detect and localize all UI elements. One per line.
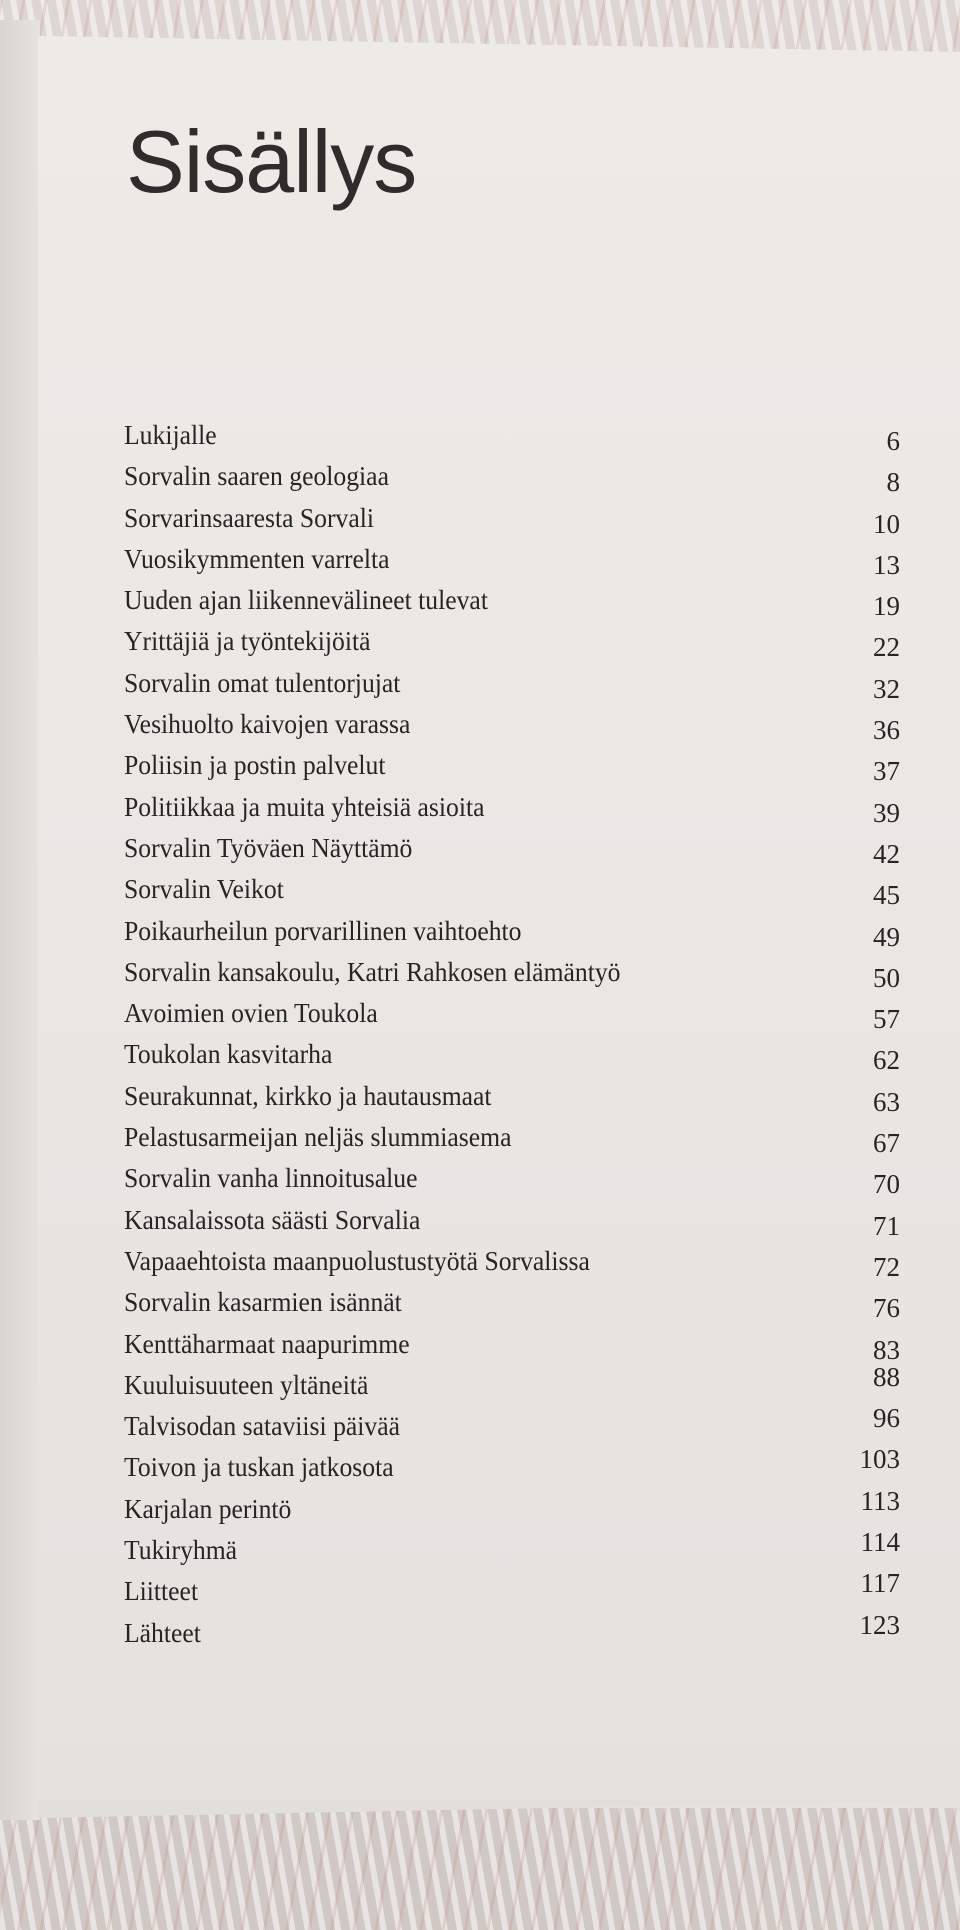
- toc-entry: [124, 1120, 900, 1161]
- toc-entry-page: 62: [873, 1045, 900, 1076]
- toc-entry: [124, 1609, 900, 1657]
- toc-entry: [124, 831, 900, 872]
- toc-entry: [124, 1079, 900, 1120]
- toc-entry: [124, 790, 900, 831]
- toc-entry-title: Karjalan perintö: [124, 1493, 292, 1524]
- toc-entry: [124, 914, 900, 955]
- toc-entry: [124, 1403, 900, 1450]
- toc-entry-title: Lähteet: [124, 1617, 201, 1648]
- toc-entry-page: 37: [873, 756, 900, 787]
- toc-entry: [124, 707, 900, 748]
- toc-entry: [124, 624, 900, 665]
- toc-entry: [124, 459, 900, 500]
- toc-entry-title: Sorvalin kansakoulu, Katri Rahkosen elämäntyö: [124, 956, 621, 987]
- toc-entry-title: Poliisin ja postin palvelut: [124, 750, 386, 781]
- toc-entry-page: 39: [873, 797, 900, 828]
- toc-entry-title: Poikaurheilun porvarillinen vaihtoehto: [124, 915, 522, 946]
- toc-entry-title: Sorvalin Veikot: [124, 874, 284, 905]
- toc-entry-page: 13: [873, 549, 900, 580]
- toc-entry-page: 103: [859, 1444, 900, 1475]
- toc-entry-page: 19: [873, 591, 900, 622]
- toc-entry-page: 114: [860, 1527, 900, 1558]
- toc-entry-page: 45: [873, 880, 900, 911]
- toc-entry-page: 71: [873, 1210, 900, 1241]
- toc-entry-title: Sorvalin vanha linnoitusalue: [124, 1163, 418, 1194]
- toc-entry: [124, 1285, 900, 1326]
- toc-entry-page: 70: [873, 1169, 900, 1200]
- toc-entry: [124, 666, 900, 707]
- toc-entry-title: Tukiryhmä: [124, 1535, 238, 1566]
- toc-entry-page: 42: [873, 838, 900, 869]
- toc-entry-title: Kansalaissota säästi Sorvalia: [124, 1204, 421, 1235]
- toc-entry-title: Pelastusarmeijan neljäs slummiasema: [124, 1122, 512, 1153]
- toc-entry-page: 32: [873, 673, 900, 704]
- toc-entry-title: Vesihuolto kaivojen varassa: [124, 709, 411, 740]
- toc-entry: [124, 418, 900, 459]
- toc-entry-title: Avoimien ovien Toukola: [124, 998, 378, 1029]
- toc-entry-page: 50: [873, 962, 900, 993]
- toc-entry-page: 36: [873, 715, 900, 746]
- book-spine-edge: [0, 20, 40, 1820]
- toc-entry-page: 76: [873, 1293, 900, 1324]
- toc-entry: [124, 1203, 900, 1244]
- toc-entry: [124, 1037, 900, 1078]
- toc-entry-page: 96: [873, 1403, 900, 1434]
- toc-entry: [124, 1361, 900, 1409]
- toc-entry-title: Sorvalin omat tulentorjujat: [124, 667, 401, 698]
- toc-entry: [124, 1327, 900, 1368]
- toc-entry-title: Sorvalin saaren geologiaa: [124, 461, 389, 492]
- toc-entry-title: Toukolan kasvitarha: [124, 1039, 333, 1070]
- toc-entry: [124, 748, 900, 789]
- toc-entry-title: Yrittäjiä ja työntekijöitä: [124, 626, 371, 657]
- toc-entry: [124, 1244, 900, 1285]
- toc-entry-title: Toivon ja tuskan jatkosota: [124, 1452, 394, 1483]
- toc-entry-page: 49: [873, 921, 900, 952]
- toc-entry: [124, 996, 900, 1037]
- toc-entry-title: Vapaaehtoista maanpuolustustyötä Sorvalissa: [124, 1245, 590, 1276]
- toc-entry-page: 117: [860, 1568, 900, 1599]
- toc-entry-title: Lukijalle: [124, 420, 217, 450]
- toc-entry-page: 22: [873, 632, 900, 663]
- toc-entry: [124, 542, 900, 583]
- toc-entry-title: Kuuluisuuteen yltäneitä: [124, 1369, 369, 1400]
- toc-entry-page: 57: [873, 1004, 900, 1035]
- toc-entry-title: Politiikkaa ja muita yhteisiä asioita: [124, 791, 485, 822]
- toc-entry: [124, 1527, 900, 1574]
- page-bottom-edge: [38, 1800, 960, 1818]
- toc-entry: [124, 1444, 900, 1491]
- toc-entry: [124, 872, 900, 913]
- toc-entry-title: Sorvalin Työväen Näyttämö: [124, 832, 413, 863]
- toc-entry-page: 10: [873, 508, 900, 539]
- toc-entry-title: Sorvalin kasarmien isännät: [124, 1287, 402, 1318]
- toc-entry-title: Vuosikymmenten varrelta: [124, 543, 390, 574]
- toc-entry-page: 8: [886, 467, 900, 498]
- toc-entry: [124, 501, 900, 542]
- toc-entry-title: Liitteet: [124, 1576, 199, 1607]
- toc-entry: [124, 1485, 900, 1533]
- toc-entry-title: Kenttäharmaat naapurimme: [124, 1328, 410, 1359]
- toc-entry-page: 123: [859, 1609, 900, 1640]
- toc-entry-title: Uuden ajan liikennevälineet tulevat: [124, 585, 488, 616]
- toc-entry-page: 83: [873, 1334, 900, 1365]
- toc-entry-page: 67: [873, 1128, 900, 1159]
- toc-entry: [124, 955, 900, 996]
- toc-entry-page: 88: [873, 1361, 900, 1392]
- toc-entry-page: 6: [886, 426, 900, 456]
- toc-entry-page: 63: [873, 1086, 900, 1117]
- toc-entry: [124, 1568, 900, 1615]
- table-of-contents: [124, 418, 900, 1657]
- toc-entry: [124, 1161, 900, 1202]
- toc-entry-page: 72: [873, 1251, 900, 1282]
- toc-entry: [124, 583, 900, 624]
- toc-entry-title: Sorvarinsaaresta Sorvali: [124, 502, 375, 533]
- toc-entry-title: Talvisodan sataviisi päivää: [124, 1411, 401, 1442]
- toc-entry-page: 113: [860, 1485, 900, 1516]
- page-title: Sisällys: [126, 112, 417, 211]
- toc-entry-title: Seurakunnat, kirkko ja hautausmaat: [124, 1080, 492, 1111]
